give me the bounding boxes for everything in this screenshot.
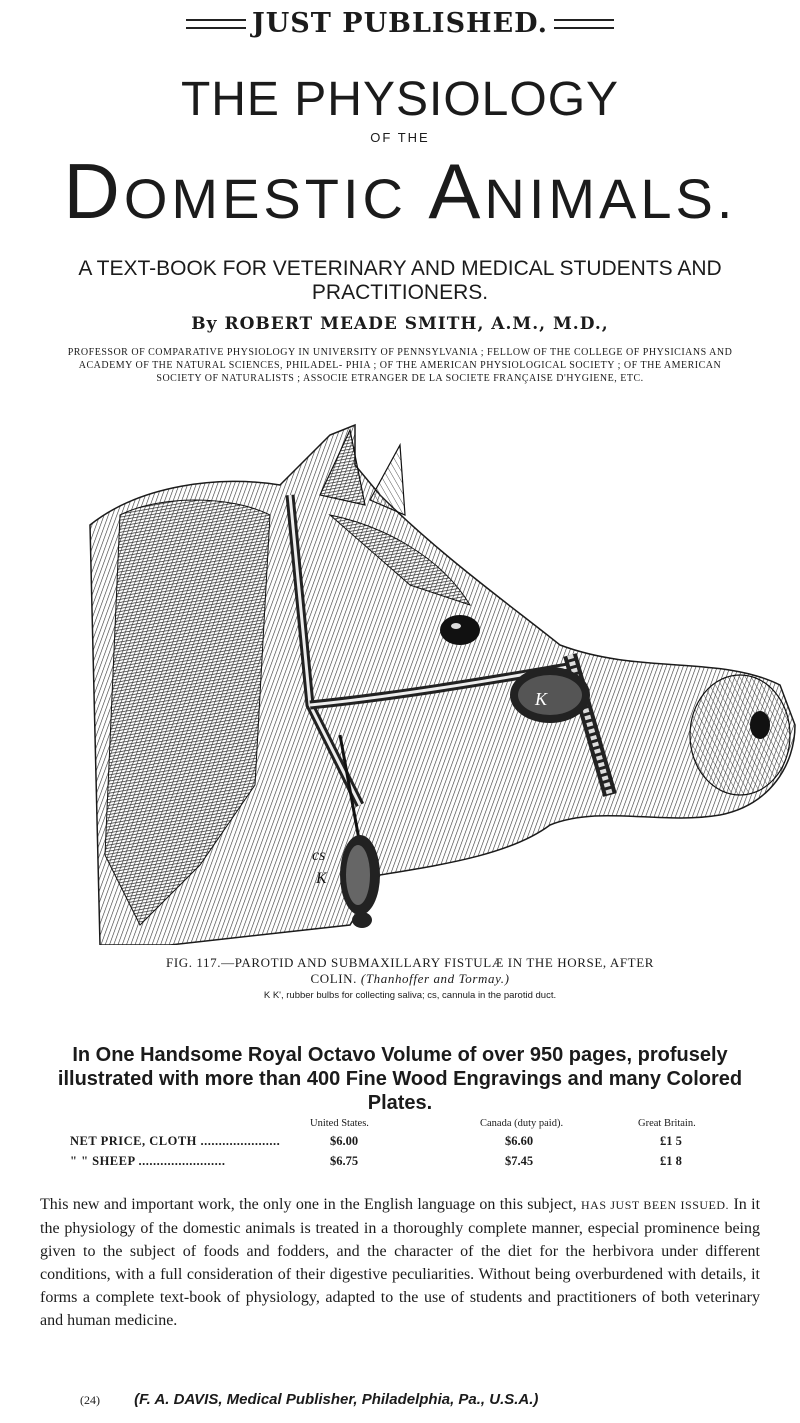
- price-cloth-canada: $6.60: [505, 1134, 534, 1148]
- figure-caption: [60, 955, 760, 987]
- price-header-britain: Great Britain.: [638, 1118, 696, 1129]
- price-cloth-us: $6.00: [330, 1134, 359, 1148]
- title-line-1: THE PHYSIOLOGY: [180, 73, 620, 126]
- promo-text: In One Handsome Royal Octavo Volume of over 950 pages, profusely illustrated with more than 400 Fine Wood Engravings and many Colored Plates.: [57, 1044, 743, 1114]
- caption-line-2-prefix: COLIN.: [310, 971, 358, 986]
- author-credentials: PROFESSOR OF COMPARATIVE PHYSIOLOGY IN UNIVERSITY OF PENNSYLVANIA ; FELLOW OF THE COLLEGE OF PHYSICIANS AND ACADEMY OF THE NATURAL SCIENCES, PHILADEL- PHIA ; OF THE AMERICAN PHYSIOLOGICAL SOCIETY ; OF THE AMERICAN SOCIETY OF NATURALISTS ; ASSOCIE ETRANGER DE LA SOCIETE FRANÇAISE D'HYGIENE, ETC.: [67, 347, 733, 384]
- page-number: (24): [80, 1393, 100, 1407]
- price-row-sheep: [70, 1154, 420, 1169]
- title-word-omestic: OMESTIC: [123, 167, 407, 230]
- price-header-us: United States.: [310, 1118, 369, 1129]
- title-initial-a: A: [428, 147, 485, 235]
- banner-rule-right: [554, 19, 614, 29]
- price-header-canada: Canada (duty paid).: [480, 1118, 564, 1129]
- price-sheep-canada: $7.45: [505, 1154, 534, 1168]
- title-initial-d: D: [63, 147, 124, 235]
- horse-head-illustration: [80, 405, 800, 945]
- price-row-cloth: [70, 1134, 420, 1149]
- description-smallcaps: HAS JUST BEEN ISSUED.: [580, 1198, 730, 1212]
- footer: [80, 1391, 720, 1408]
- banner-rule-left: [186, 19, 246, 29]
- figure-label-k-lower: K: [316, 870, 327, 887]
- horse-engraving: [80, 405, 800, 945]
- figure-label-k-upper: K: [535, 689, 548, 709]
- banner-text: JUST PUBLISHED.: [251, 8, 549, 39]
- caption-line-1: FIG. 117.—PAROTID AND SUBMAXILLARY FISTULÆ IN THE HORSE, AFTER: [165, 955, 655, 970]
- figure-label-cs: cs: [312, 847, 326, 864]
- description-part-1: This new and important work, the only one in the English language on this subject,: [40, 1196, 577, 1213]
- caption-note: K K', rubber bulbs for collecting saliva; cs, cannula in the parotid duct.: [263, 990, 557, 1001]
- title-word-nimals: NIMALS.: [484, 167, 737, 230]
- description-part-2: In it the physiology of the domestic animals is treated in a thoroughly complete manner, especial prominence being given to the subject of foods and fodders, and the character of the diet for the herbivora under different conditions, with a full consideration of their digestive peculiarities. Without being overburdened with details, it forms a complete text-book of physiology, adapted to the use of students and practitioners of both veterinary and human medicine.: [40, 1196, 761, 1329]
- description-paragraph: [40, 1193, 760, 1332]
- publisher-line: (F. A. DAVIS, Medical Publisher, Philadelphia, Pa., U.S.A.): [134, 1391, 539, 1408]
- subtitle: A TEXT-BOOK FOR VETERINARY AND MEDICAL STUDENTS AND PRACTITIONERS.: [78, 257, 722, 304]
- price-sheep-britain: £1 8: [660, 1154, 682, 1168]
- price-row-label: NET PRICE, CLOTH ......................: [70, 1134, 281, 1148]
- banner: [0, 8, 800, 39]
- caption-line-2-source: (Thanhoffer and Tormay.): [360, 971, 510, 986]
- title-of-the: OF THE: [370, 130, 430, 145]
- price-row-label: " " SHEEP ........................: [70, 1154, 226, 1168]
- title-line-2: [0, 146, 800, 237]
- caption-line-2: [60, 971, 760, 987]
- author-line: By ROBERT MEADE SMITH, A.M., M.D.,: [191, 314, 609, 334]
- price-sheep-us: $6.75: [330, 1154, 359, 1168]
- price-cloth-britain: £1 5: [660, 1134, 682, 1148]
